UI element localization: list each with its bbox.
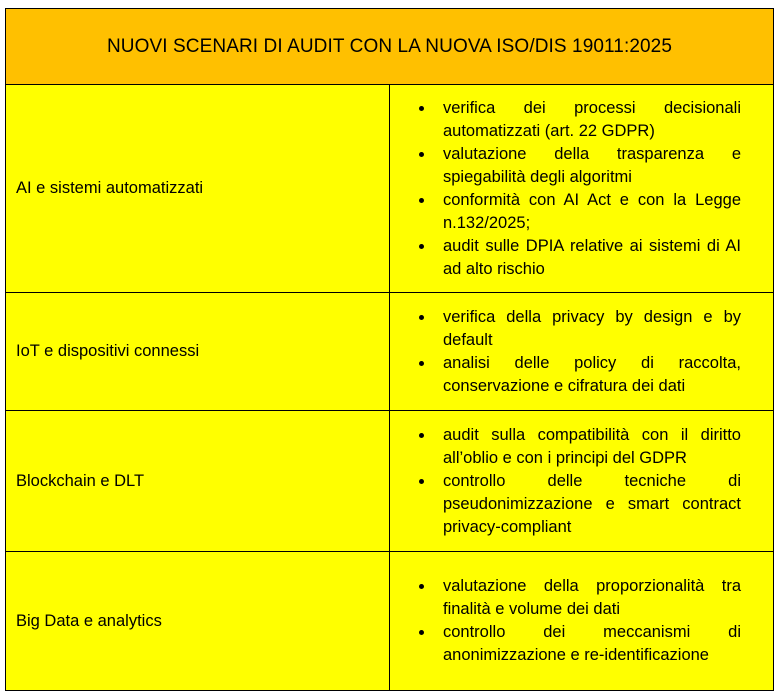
bullet-list xyxy=(410,424,741,539)
row-content-bigdata xyxy=(390,552,774,691)
list-item: • controllo delle tecniche di pseudonimizzazione e smart contract privacy-compliant xyxy=(435,470,741,539)
row-label-iot: IoT e dispositivi connessi xyxy=(6,293,390,411)
row-label-blockchain: Blockchain e DLT xyxy=(6,411,390,552)
row-content-blockchain xyxy=(390,411,774,552)
row-label-ai: AI e sistemi automatizzati xyxy=(6,85,390,293)
bullet-list xyxy=(410,97,741,281)
bullet-list xyxy=(410,575,741,667)
list-item: • conformità con AI Act e con la Legge n.132/2025; xyxy=(435,189,741,235)
list-item: • analisi delle policy di raccolta, conservazione e cifratura dei dati xyxy=(435,352,741,398)
table-row xyxy=(6,293,774,411)
list-item: • valutazione della proporzionalità tra finalità e volume dei dati xyxy=(435,575,741,621)
list-item: • controllo dei meccanismi di anonimizzazione e re-identificazione xyxy=(435,621,741,667)
table-row xyxy=(6,85,774,293)
row-label-bigdata: Big Data e analytics xyxy=(6,552,390,691)
list-item: • verifica della privacy by design e by default xyxy=(435,306,741,352)
list-item: • audit sulle DPIA relative ai sistemi di AI ad alto rischio xyxy=(435,235,741,281)
bullet-list xyxy=(410,306,741,398)
list-item: • verifica dei processi decisionali automatizzati (art. 22 GDPR) xyxy=(435,97,741,143)
row-content-iot xyxy=(390,293,774,411)
list-item: • valutazione della trasparenza e spiegabilità degli algoritmi xyxy=(435,143,741,189)
list-item: • audit sulla compatibilità con il diritto all’oblio e con i principi del GDPR xyxy=(435,424,741,470)
table-row xyxy=(6,552,774,691)
row-content-ai xyxy=(390,85,774,293)
table-row xyxy=(6,411,774,552)
table-header-row xyxy=(6,9,774,85)
audit-scenarios-table xyxy=(5,8,774,691)
table-title: NUOVI SCENARI DI AUDIT CON LA NUOVA ISO/DIS 19011:2025 xyxy=(6,9,774,85)
